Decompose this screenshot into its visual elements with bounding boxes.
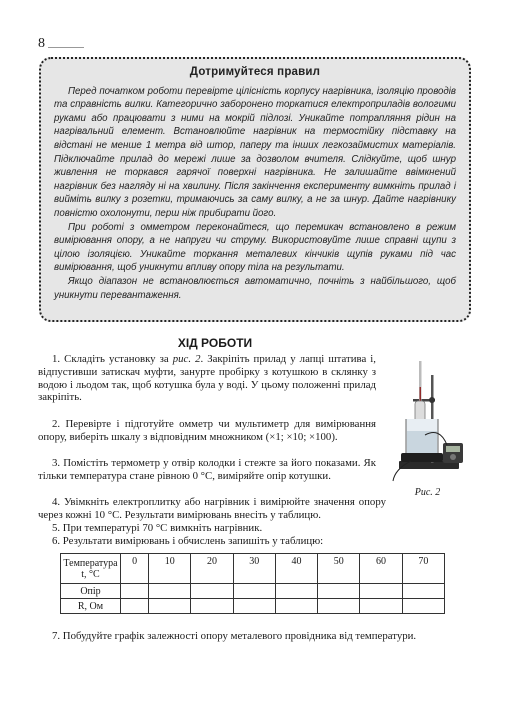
table-cell-empty: [275, 599, 317, 614]
table-cell-temperature: 20: [191, 554, 233, 584]
table-cell-empty: [149, 584, 191, 599]
table-cell-temperature: 50: [318, 554, 360, 584]
procedure-step-2: 2. Перевірте і підготуйте омметр чи мультиметр для вимірювання опору, виберіть шкалу з відповідним множником (×1; ×10; ×100).: [38, 418, 376, 443]
table-cell-empty: [275, 584, 317, 599]
safety-rules-title: Дотримуйтеся правил: [189, 66, 321, 78]
procedure-step-1: [38, 353, 376, 404]
table-row: [61, 554, 445, 584]
figure-reference: рис. 2: [172, 353, 201, 365]
step-1-text-end: . Закріпіть прилад у лапці штатива і, відпустивши затискач муфти, занурте пробірку з котушкою в склянку з водою і льодом так, щоб котушка була у воді. У цьому положенні прилад закріпіть.: [38, 353, 376, 404]
step-1-text-start: 1. Складіть установку за: [52, 353, 173, 365]
results-table: [60, 553, 445, 614]
procedure-title: ХІД РОБОТИ: [177, 336, 253, 350]
table-cell-empty: [149, 599, 191, 614]
table-cell-empty: [121, 584, 149, 599]
table-cell-empty: [233, 599, 275, 614]
procedure-step-6: 6. Результати вимірювань і обчислень запишіть у таблицю:: [52, 535, 324, 547]
table-cell-temperature: 60: [360, 554, 402, 584]
lab-apparatus-photo: [385, 357, 470, 485]
table-cell-empty: [360, 584, 402, 599]
safety-rules-box: [39, 57, 471, 322]
table-cell-empty: [402, 599, 444, 614]
table-cell-empty: [318, 584, 360, 599]
table-cell-empty: [402, 584, 444, 599]
table-header-temperature: Температура t, °С: [61, 554, 121, 584]
safety-rules-paragraph: Якщо діапазон не встановлюється автоматично, почніть з найбільшого, щоб уникнути перевантаження.: [54, 275, 456, 301]
table-cell-empty: [360, 599, 402, 614]
table-row: [61, 599, 445, 614]
table-cell-empty: [191, 584, 233, 599]
table-row-label-r-ohm: R, Ом: [61, 599, 121, 614]
procedure-step-7: 7. Побудуйте графік залежності опору металевого провідника від температури.: [52, 630, 417, 642]
table-cell-empty: [318, 599, 360, 614]
table-cell-temperature: 10: [149, 554, 191, 584]
table-cell-temperature: 0: [121, 554, 149, 584]
table-cell-temperature: 30: [233, 554, 275, 584]
procedure-step-5: 5. При температурі 70 °С вимкніть нагрівник.: [52, 522, 263, 534]
page-number-rule: [48, 47, 84, 48]
table-cell-temperature: 40: [275, 554, 317, 584]
table-row: [61, 584, 445, 599]
table-cell-empty: [191, 599, 233, 614]
figure-caption: Рис. 2: [414, 487, 441, 498]
table-cell-empty: [233, 584, 275, 599]
table-row-label-resistance: Опір: [61, 584, 121, 599]
procedure-step-4: 4. Увімкніть електроплитку або нагрівник і вимірюйте значення опору через кожні 10 °С. Результати вимірювань внесіть у таблицю.: [38, 496, 386, 521]
procedure-step-3: 3. Помістіть термометр у отвір колодки і стежте за його показами. Як тільки температура стане рівною 0 °С, виміряйте опір котушки.: [38, 457, 376, 482]
safety-rules-paragraph: Перед початком роботи перевірте цілісність корпусу нагрівника, ізоляцію проводів та справність вилки. Категорично заборонено торкатися електроприладів вологими руками або працювати з ними на мокрій підлозі. Уникайте потрапляння рідин на нагрівальний елемент. Встановлюйте нагрівник на термостійку підставку на відстані не менше 1 метра від штор, паперу та інших легкозаймистих матеріалів. Підключайте прилад до мережі лише за дозволом вчителя. Слідкуйте, щоб шнур живлення не торкався гарячої поверхні нагрівника. Не залишайте ввімкнений нагрівник без нагляду ні на хвилину. Після закінчення експерименту вимкніть прилад і вийміть вилку з розетки, тримаючись за саму вилку, а не за шнур. Дайте нагрівнику повністю охолонути, перш ніж прибирати його.: [54, 85, 456, 219]
table-cell-temperature: 70: [402, 554, 444, 584]
table-cell-empty: [121, 599, 149, 614]
experiment-setup-figure: [385, 357, 470, 499]
page-number: 8: [38, 36, 45, 51]
safety-rules-paragraph: При роботі з омметром переконайтеся, що перемикач встановлено в режим вимірювання опору, а не напруги чи струму. Використовуйте лише справні щупи з цілою ізоляцією. Уникайте торкання металевих кінчиків щупів руками під час вимірювання, щоб уникнути впливу опору тіла на результати.: [54, 221, 456, 274]
